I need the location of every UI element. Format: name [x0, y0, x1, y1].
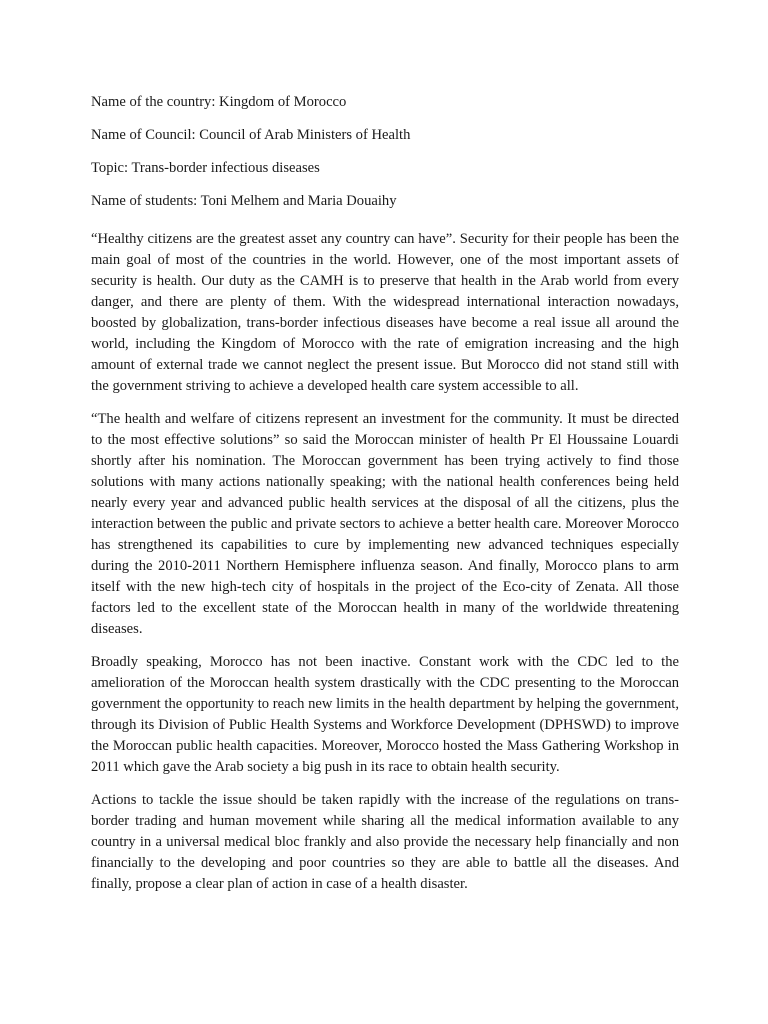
- paragraph-intro: “Healthy citizens are the greatest asset any country can have”. Security for their people has been the main goal of most of the countries in the world. However, one of the most important assets of security is health. Our duty as the CAMH is to preserve that health in the Arab world from every danger, and there are plenty of them. With the widespread international interaction nowadays, boosted by globalization, trans-border infectious diseases have become a real issue all around the world, including the Kingdom of Morocco with the rate of emigration increasing and the high amount of external trade we cannot neglect the present issue. But Morocco did not stand still with the government striving to achieve a developed health care system accessible to all.: [91, 231, 679, 394]
- paragraph-actions: Actions to tackle the issue should be taken rapidly with the increase of the regulations on trans-border trading and human movement while sharing all the medical information available to any country in a universal medical bloc frankly and also provide the necessary help financially and non financially to the developing and poor countries so they are able to battle all the diseases. And finally, propose a clear plan of action in case of a health disaster.: [91, 792, 679, 892]
- paragraph-cdc: Broadly speaking, Morocco has not been inactive. Constant work with the CDC led to the amelioration of the Moroccan health system drastically with the CDC presenting to the Moroccan government the opportunity to reach new limits in the health department by helping the government, through its Division of Public Health Systems and Workforce Development (DPHSWD) to improve the Moroccan public health capacities. Moreover, Morocco hosted the Mass Gathering Workshop in 2011 which gave the Arab society a big push in its race to obtain health security.: [91, 654, 679, 775]
- paragraph-minister-quote: “The health and welfare of citizens represent an investment for the community. It must be directed to the most effective solutions” so said the Moroccan minister of health Pr El Houssaine Louardi shortly after his nomination. The Moroccan government has been trying actively to find those solutions with many actions nationally speaking; with the national health conferences being held nearly every year and advanced public health services at the disposal of all the citizens, plus the interaction between the public and private sectors to achieve a better health care. Moreover Morocco has strengthened its capabilities to cure by implementing new advanced techniques especially during the 2010-2011 Northern Hemisphere influenza season. And finally, Morocco plans to arm itself with the new high-tech city of hospitals in the project of the Eco-city of Zenata. All those factors led to the excellent state of the Moroccan health in many of the worldwide threatening diseases.: [91, 411, 679, 637]
- council-line: Name of Council: Council of Arab Ministers of Health: [91, 127, 411, 143]
- document-page: [91, 92, 679, 907]
- students-line: Name of students: Toni Melhem and Maria Douaihy: [91, 193, 397, 209]
- country-line: Name of the country: Kingdom of Morocco: [91, 94, 347, 110]
- topic-line: Topic: Trans-border infectious diseases: [91, 160, 320, 176]
